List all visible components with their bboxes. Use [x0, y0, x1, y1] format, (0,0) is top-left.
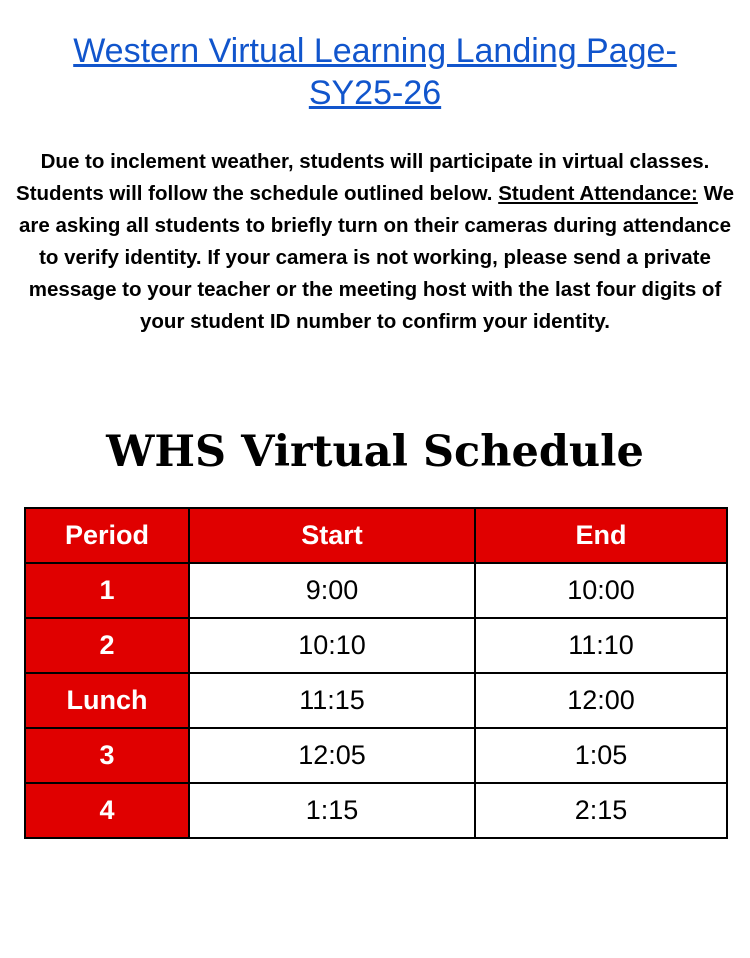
- start-cell: 9:00: [189, 563, 475, 618]
- period-cell: 2: [25, 618, 189, 673]
- header-start: Start: [189, 508, 475, 563]
- start-cell: 1:15: [189, 783, 475, 838]
- period-cell: 3: [25, 728, 189, 783]
- table-row: [25, 618, 727, 673]
- start-cell: 10:10: [189, 618, 475, 673]
- end-cell: 10:00: [475, 563, 727, 618]
- attendance-text: We are asking all students to briefly turn on their cameras during attendance to verify identity. If your camera is not working, please send a private message to your teacher or the meeting host with the last four digits of your student ID number to confirm your identity.: [19, 182, 734, 333]
- end-cell: 1:05: [475, 728, 727, 783]
- notice-intro: Due to inclement weather, students will participate in virtual classes. Students will follow the schedule outlined below.: [16, 150, 710, 205]
- end-cell: 12:00: [475, 673, 727, 728]
- weather-notice: [14, 146, 736, 338]
- schedule-table: [24, 507, 728, 839]
- period-cell: 4: [25, 783, 189, 838]
- header-end: End: [475, 508, 727, 563]
- start-cell: 12:05: [189, 728, 475, 783]
- table-header-row: [25, 508, 727, 563]
- table-row: [25, 783, 727, 838]
- end-cell: 2:15: [475, 783, 727, 838]
- table-row: [25, 563, 727, 618]
- period-cell: Lunch: [25, 673, 189, 728]
- period-cell: 1: [25, 563, 189, 618]
- schedule-heading: WHS Virtual Schedule: [106, 427, 644, 477]
- title-line-1: Western Virtual Learning Landing Page-: [73, 32, 677, 70]
- start-cell: 11:15: [189, 673, 475, 728]
- table-row: [25, 728, 727, 783]
- table-row: [25, 673, 727, 728]
- attendance-label: Student Attendance:: [498, 182, 698, 205]
- landing-page-title-link[interactable]: [30, 30, 720, 114]
- header-period: Period: [25, 508, 189, 563]
- title-line-2: SY25-26: [308, 74, 442, 112]
- end-cell: 11:10: [475, 618, 727, 673]
